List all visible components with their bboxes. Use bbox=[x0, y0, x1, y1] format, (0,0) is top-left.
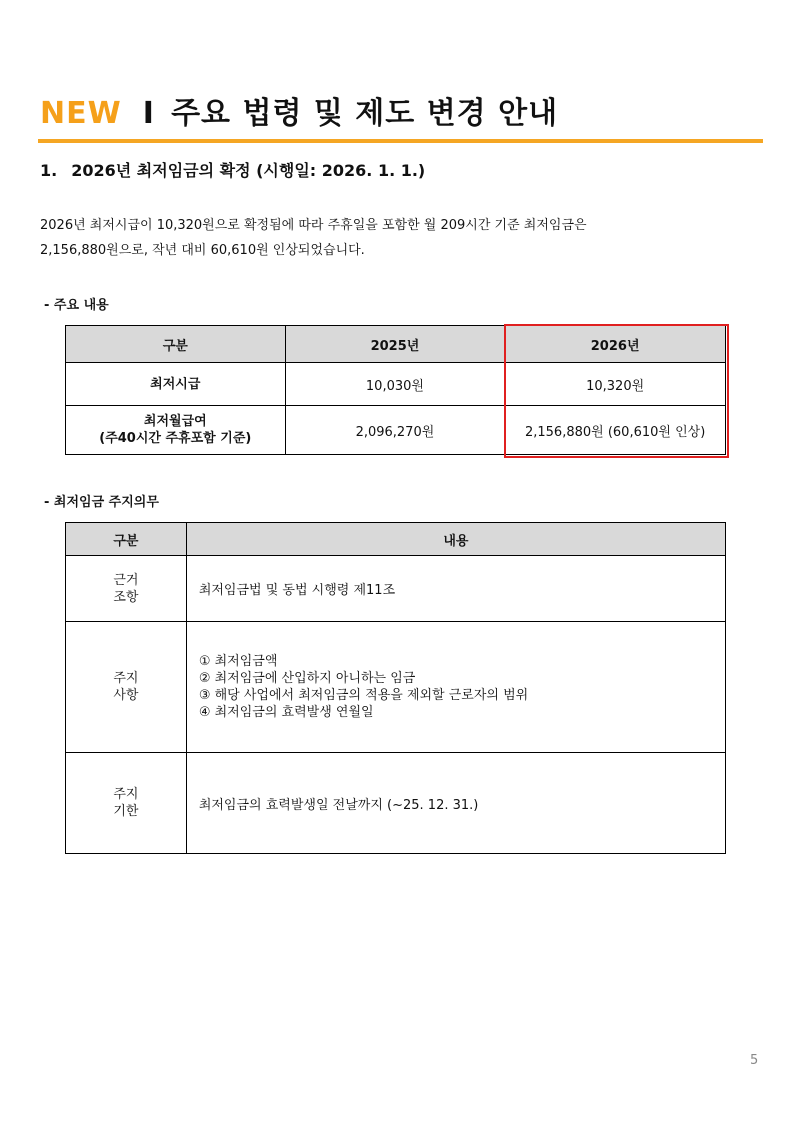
paragraph-line: 2026년 최저시급이 10,320원으로 확정됨에 따라 주휴일을 포함한 월 209시간 기준 최저임금은 bbox=[40, 218, 587, 233]
paragraph-line: 2,156,880원으로, 작년 대비 60,610원 인상되었습니다. bbox=[40, 243, 365, 258]
table-row bbox=[66, 622, 726, 753]
row-label-line: 주지 bbox=[113, 787, 139, 802]
section-heading bbox=[40, 158, 425, 181]
value-2025: 10,030원 bbox=[285, 363, 505, 406]
page-number: 5 bbox=[750, 1053, 759, 1068]
section-number: 1. bbox=[40, 161, 58, 180]
wage-table bbox=[65, 325, 726, 455]
content-line: 최저임금법 및 동법 시행령 제11조 bbox=[198, 583, 396, 598]
row-label-line: 기한 bbox=[113, 804, 139, 819]
row-label-line: 최저월급여 bbox=[143, 414, 207, 429]
row-content bbox=[186, 556, 725, 622]
main-content-label: - 주요 내용 bbox=[44, 298, 109, 313]
column-header: 2025년 bbox=[285, 326, 505, 363]
content-line: ② 최저임금에 산입하지 아니하는 임금 bbox=[198, 671, 416, 686]
row-label-line: 사항 bbox=[113, 688, 139, 703]
row-label bbox=[66, 406, 286, 455]
page-header bbox=[40, 88, 558, 132]
row-label bbox=[66, 556, 187, 622]
column-header: 2026년 bbox=[505, 326, 726, 363]
table-header-row bbox=[66, 326, 726, 363]
value-2026: 10,320원 bbox=[505, 363, 726, 406]
table-row bbox=[66, 406, 726, 455]
new-badge: NEW bbox=[40, 96, 122, 131]
table-row bbox=[66, 363, 726, 406]
column-header: 구분 bbox=[66, 326, 286, 363]
content-line: ① 최저임금액 bbox=[198, 654, 278, 669]
column-header: 내용 bbox=[186, 523, 725, 556]
page-title: 주요 법령 및 제도 변경 안내 bbox=[171, 96, 559, 131]
row-label-line: 조항 bbox=[113, 589, 139, 605]
content-line: 최저임금의 효력발생일 전날까지 (~25. 12. 31.) bbox=[198, 797, 479, 813]
header-rule bbox=[38, 139, 763, 143]
intro-paragraph bbox=[40, 213, 587, 263]
row-label-line: 최저시급 bbox=[150, 376, 201, 392]
row-label bbox=[66, 363, 286, 406]
header-separator: I bbox=[142, 96, 154, 131]
notice-duty-label: - 최저임금 주지의무 bbox=[44, 495, 159, 510]
table-header-row bbox=[66, 523, 726, 556]
value-2025: 2,096,270원 bbox=[285, 406, 505, 455]
row-label bbox=[66, 753, 187, 854]
row-content bbox=[186, 753, 725, 854]
row-label-line: 주지 bbox=[113, 671, 139, 686]
table-row bbox=[66, 753, 726, 854]
row-label-line: 근거 bbox=[113, 572, 139, 588]
notice-duty-table bbox=[65, 522, 726, 854]
content-line: ③ 해당 사업에서 최저임금의 적용을 제외할 근로자의 범위 bbox=[198, 688, 529, 703]
section-title: 2026년 최저임금의 확정 (시행일: 2026. 1. 1.) bbox=[71, 161, 426, 180]
content-line: ④ 최저임금의 효력발생 연월일 bbox=[198, 705, 374, 720]
row-content bbox=[186, 622, 725, 753]
row-label bbox=[66, 622, 187, 753]
row-label-line: (주40시간 주휴포함 기준) bbox=[99, 431, 252, 446]
column-header: 구분 bbox=[66, 523, 187, 556]
table-row bbox=[66, 556, 726, 622]
value-2026: 2,156,880원 (60,610원 인상) bbox=[505, 406, 726, 455]
